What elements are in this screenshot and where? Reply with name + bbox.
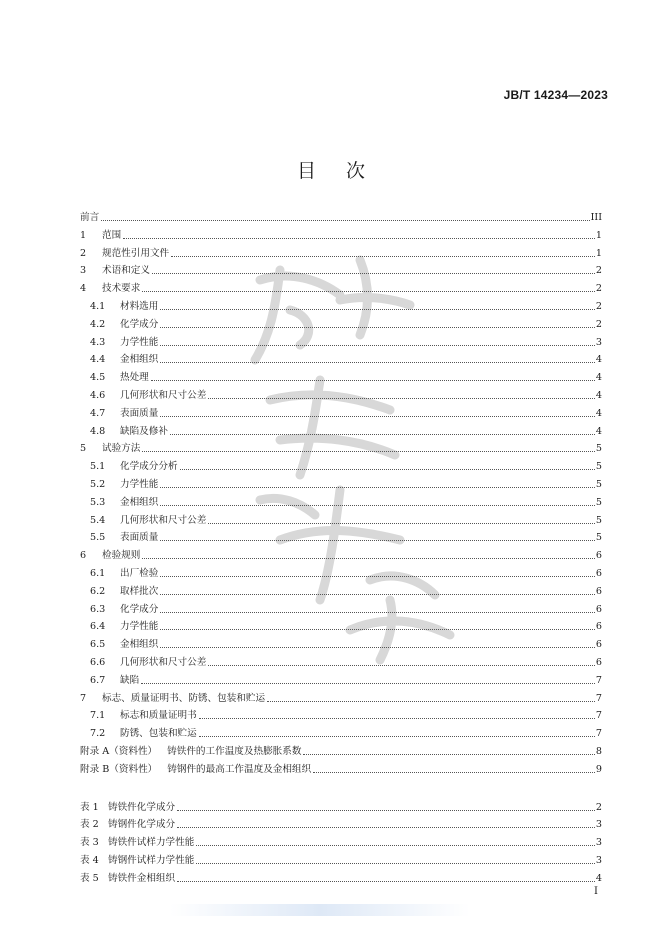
dot-leader bbox=[152, 272, 595, 274]
toc-entry[interactable] bbox=[80, 817, 602, 831]
toc-entry-number: 4.2 bbox=[90, 318, 106, 330]
page-title: 目次 bbox=[296, 160, 395, 182]
toc-entry-page: III bbox=[590, 212, 602, 223]
toc-entry-title: 力学性能 bbox=[120, 479, 159, 490]
toc-entry-page: 5 bbox=[595, 479, 602, 490]
dot-leader bbox=[160, 326, 595, 328]
toc-entry-number: 5 bbox=[80, 443, 87, 455]
dot-leader bbox=[199, 735, 595, 737]
toc-entry-page: 4 bbox=[595, 872, 602, 884]
dot-leader bbox=[196, 862, 595, 864]
toc-entry-page: 2 bbox=[595, 265, 602, 277]
toc-entry-number: 4.6 bbox=[90, 390, 106, 401]
toc-entry-title: 金相组织 bbox=[120, 354, 159, 366]
toc-entry-page: 4 bbox=[595, 354, 602, 366]
dot-leader bbox=[208, 397, 595, 399]
toc-entry-page: 2 bbox=[595, 801, 602, 813]
toc-entry-page: 5 bbox=[595, 496, 602, 508]
toc-entry-page: 6 bbox=[595, 603, 602, 615]
toc-entry-number: 6.5 bbox=[90, 639, 106, 651]
toc-entry[interactable] bbox=[80, 800, 602, 814]
toc-entry-number: 7 bbox=[80, 692, 87, 704]
toc-entry[interactable] bbox=[90, 424, 602, 438]
toc-entry-title: 铸铁件化学成分 bbox=[108, 801, 176, 813]
dot-leader bbox=[180, 468, 595, 470]
toc-entry-title: 试验方法 bbox=[102, 443, 141, 455]
toc-entry-number: 4.3 bbox=[90, 336, 106, 348]
dot-leader bbox=[151, 379, 595, 381]
toc-entry-page: 1 bbox=[595, 247, 602, 259]
toc-entry-title: 力学性能 bbox=[120, 621, 159, 633]
toc-entry[interactable] bbox=[90, 708, 602, 722]
toc-entry[interactable] bbox=[80, 853, 602, 867]
toc-entry-title: 标志和质量证明书 bbox=[120, 710, 197, 722]
toc-entry-number: 6.6 bbox=[90, 657, 106, 668]
toc-entry-title: 材料选用 bbox=[120, 301, 159, 312]
toc-entry-number: 表 5 bbox=[80, 872, 99, 884]
toc-entry-page: 5 bbox=[595, 532, 602, 544]
toc-entry[interactable] bbox=[90, 673, 602, 687]
toc-entry[interactable] bbox=[90, 299, 602, 313]
toc-entry[interactable] bbox=[90, 370, 602, 384]
toc-entry-page: 5 bbox=[595, 514, 602, 526]
toc-entry-title: 出厂检验 bbox=[120, 568, 159, 579]
dot-leader bbox=[160, 308, 595, 310]
toc-entry-title: 金相组织 bbox=[120, 639, 159, 651]
toc-entry-number: 6.7 bbox=[90, 674, 106, 686]
toc-entry-number: 4.5 bbox=[90, 372, 106, 384]
toc-entry[interactable] bbox=[90, 335, 602, 349]
toc-entry-title: 取样批次 bbox=[120, 585, 159, 597]
dot-leader bbox=[208, 522, 595, 524]
toc-entry[interactable] bbox=[90, 726, 602, 740]
toc-entry[interactable] bbox=[90, 388, 602, 402]
dot-leader bbox=[171, 255, 595, 257]
dot-leader bbox=[199, 717, 595, 719]
dot-leader bbox=[303, 753, 594, 755]
toc-entry[interactable] bbox=[80, 762, 602, 776]
toc-entry[interactable] bbox=[80, 835, 602, 849]
dot-leader bbox=[267, 700, 595, 702]
dot-leader bbox=[177, 809, 595, 811]
toc-entry-page: 7 bbox=[595, 710, 602, 722]
dot-leader bbox=[177, 880, 595, 882]
toc-entry-page: 6 bbox=[595, 657, 602, 668]
dot-leader bbox=[160, 344, 595, 346]
toc-entry-title: 化学成分 bbox=[120, 603, 159, 615]
toc-entry[interactable] bbox=[90, 637, 602, 651]
dot-leader bbox=[141, 682, 595, 684]
toc-entry[interactable] bbox=[80, 548, 602, 562]
dot-leader bbox=[160, 593, 595, 595]
toc-entry-page: 2 bbox=[595, 283, 602, 295]
dot-leader bbox=[142, 290, 595, 292]
dot-leader bbox=[160, 575, 595, 577]
toc-entry[interactable] bbox=[80, 228, 602, 242]
page-number: I bbox=[594, 886, 598, 897]
toc-entry-title: 几何形状和尺寸公差 bbox=[120, 514, 207, 526]
toc-entry-title: 技术要求 bbox=[102, 283, 141, 295]
toc-entry-page: 9 bbox=[595, 763, 602, 775]
toc-entry-number: 5.3 bbox=[90, 496, 106, 508]
toc-entry-number: 表 1 bbox=[80, 801, 99, 813]
document-code: JB/T 14234—2023 bbox=[503, 88, 608, 102]
toc-entry-page: 5 bbox=[595, 443, 602, 455]
toc-entry-title: 防锈、包装和贮运 bbox=[120, 728, 197, 740]
toc-entry-page: 5 bbox=[595, 461, 602, 473]
toc-entry-page: 6 bbox=[595, 550, 602, 562]
toc-entry-page: 7 bbox=[595, 692, 602, 704]
toc-entry-page: 4 bbox=[595, 372, 602, 384]
toc-entry-title: 几何形状和尺寸公差 bbox=[120, 657, 207, 668]
toc-entry-number: 6.3 bbox=[90, 603, 106, 615]
toc-entry-number: 2 bbox=[80, 247, 87, 259]
toc-entry-page: 6 bbox=[595, 621, 602, 633]
toc-entry-number: 表 2 bbox=[80, 819, 99, 831]
toc-entry-page: 2 bbox=[595, 318, 602, 330]
toc-entry-page: 1 bbox=[595, 229, 602, 241]
dot-leader bbox=[142, 450, 595, 452]
dot-leader bbox=[160, 611, 595, 613]
toc-entry[interactable] bbox=[90, 406, 602, 420]
toc-entry-number: 5.4 bbox=[90, 514, 106, 526]
toc-entry-page: 3 bbox=[595, 819, 602, 831]
dot-leader bbox=[160, 646, 595, 648]
toc-entry[interactable] bbox=[80, 441, 602, 455]
toc-entry-title: 缺陷及修补 bbox=[120, 425, 168, 437]
toc-entry-page: 7 bbox=[595, 674, 602, 686]
toc-entry-page: 3 bbox=[595, 336, 602, 348]
toc-entry-page: 6 bbox=[595, 639, 602, 651]
toc-entry-number: 1 bbox=[80, 229, 87, 241]
toc-entry-title: 规范性引用文件 bbox=[102, 247, 170, 259]
toc-entry-page: 4 bbox=[595, 425, 602, 437]
toc-entry-page: 6 bbox=[595, 585, 602, 597]
toc-entry-number: 4.4 bbox=[90, 354, 106, 366]
toc-entry[interactable] bbox=[90, 566, 602, 580]
toc-entry-title: 缺陷 bbox=[120, 674, 140, 686]
toc-entry-title: 前言 bbox=[80, 212, 100, 223]
toc-entry[interactable] bbox=[90, 477, 602, 491]
toc-entry-title: 术语和定义 bbox=[102, 265, 150, 277]
dot-leader bbox=[160, 415, 595, 417]
toc-entry-page: 6 bbox=[595, 568, 602, 579]
toc-entry-page: 7 bbox=[595, 728, 602, 740]
toc-entry-title: 铸铁件的工作温度及热膨胀系数 bbox=[167, 746, 302, 757]
toc-entry-number: 3 bbox=[80, 265, 87, 277]
toc-entry[interactable] bbox=[80, 691, 602, 705]
toc-entry[interactable] bbox=[80, 210, 602, 224]
toc-entry-title: 力学性能 bbox=[120, 336, 159, 348]
dot-leader bbox=[142, 557, 595, 559]
dot-leader bbox=[160, 504, 595, 506]
toc-entry-title: 铸钢件的最高工作温度及金相组织 bbox=[167, 763, 312, 775]
toc-entry-page: 4 bbox=[595, 390, 602, 401]
toc-entry-title: 铸铁件试样力学性能 bbox=[108, 837, 195, 849]
toc-entry-number: 6.2 bbox=[90, 585, 106, 597]
toc-entry-page: 2 bbox=[595, 301, 602, 312]
toc-entry-number: 表 3 bbox=[80, 837, 99, 849]
toc-entry-title: 标志、质量证明书、防锈、包装和贮运 bbox=[102, 692, 266, 704]
dot-leader bbox=[160, 539, 595, 541]
toc-entry-number: 6.4 bbox=[90, 621, 106, 633]
dot-leader bbox=[101, 219, 589, 221]
toc-entry-number: 表 4 bbox=[80, 855, 99, 866]
scan-artifact bbox=[170, 904, 470, 916]
toc-entry[interactable] bbox=[90, 584, 602, 598]
toc-entry[interactable] bbox=[80, 246, 602, 260]
toc-entry-page: 3 bbox=[595, 837, 602, 849]
dot-leader bbox=[208, 664, 595, 666]
toc-entry-title: 化学成分分析 bbox=[120, 461, 178, 473]
toc-entry-number: 4 bbox=[80, 283, 87, 295]
toc-entry-title: 范围 bbox=[102, 229, 122, 241]
toc-entry[interactable] bbox=[80, 263, 602, 277]
toc-entry-title: 金相组织 bbox=[120, 496, 159, 508]
toc-entry-title: 化学成分 bbox=[120, 318, 159, 330]
toc-entry[interactable] bbox=[90, 513, 602, 527]
toc-entry-number: 5.5 bbox=[90, 532, 106, 544]
toc-entry[interactable] bbox=[90, 495, 602, 509]
toc-entry[interactable] bbox=[90, 602, 602, 616]
toc-entry-title: 几何形状和尺寸公差 bbox=[120, 390, 207, 401]
toc-entry-title: 铸铁件金相组织 bbox=[108, 872, 176, 884]
toc-entry[interactable] bbox=[90, 317, 602, 331]
dot-leader bbox=[123, 237, 595, 239]
toc-entry-page: 4 bbox=[595, 407, 602, 419]
toc-entry-number: 4.8 bbox=[90, 425, 106, 437]
toc-entry-number: 4.1 bbox=[90, 301, 106, 312]
toc-entry-title: 铸钢件试样力学性能 bbox=[108, 855, 195, 866]
toc-entry-title: 表面质量 bbox=[120, 407, 159, 419]
toc-entry-title: 检验规则 bbox=[102, 550, 141, 562]
toc-entry[interactable] bbox=[90, 619, 602, 633]
toc-entry[interactable] bbox=[90, 459, 602, 473]
toc-entry[interactable] bbox=[80, 281, 602, 295]
dot-leader bbox=[313, 771, 595, 773]
dot-leader bbox=[177, 826, 595, 828]
toc-entry-number: 附录 A（资料性） bbox=[80, 746, 158, 757]
toc-entry[interactable] bbox=[80, 744, 602, 758]
toc-entry-number: 5.2 bbox=[90, 479, 106, 490]
toc-entry-title: 热处理 bbox=[120, 372, 149, 384]
toc-entry-title: 铸钢件化学成分 bbox=[108, 819, 176, 831]
toc-entry-number: 4.7 bbox=[90, 407, 106, 419]
toc-entry-number: 6.1 bbox=[90, 568, 106, 579]
toc-entry-number: 6 bbox=[80, 550, 87, 562]
toc-entry[interactable] bbox=[90, 352, 602, 366]
toc-entry[interactable] bbox=[90, 530, 602, 544]
dot-leader bbox=[170, 433, 595, 435]
toc-entry-title: 表面质量 bbox=[120, 532, 159, 544]
toc-entry-number: 7.1 bbox=[90, 710, 106, 722]
toc-entry[interactable] bbox=[90, 655, 602, 669]
dot-leader bbox=[160, 361, 595, 363]
dot-leader bbox=[160, 628, 595, 630]
toc-entry[interactable] bbox=[80, 871, 602, 885]
dot-leader bbox=[160, 486, 595, 488]
toc-entry-number: 7.2 bbox=[90, 728, 106, 740]
toc-entry-number: 5.1 bbox=[90, 461, 106, 473]
toc-entry-page: 3 bbox=[595, 855, 602, 866]
toc-entry-number: 附录 B（资料性） bbox=[80, 763, 158, 775]
toc-entry-page: 8 bbox=[595, 746, 602, 757]
dot-leader bbox=[196, 844, 595, 846]
